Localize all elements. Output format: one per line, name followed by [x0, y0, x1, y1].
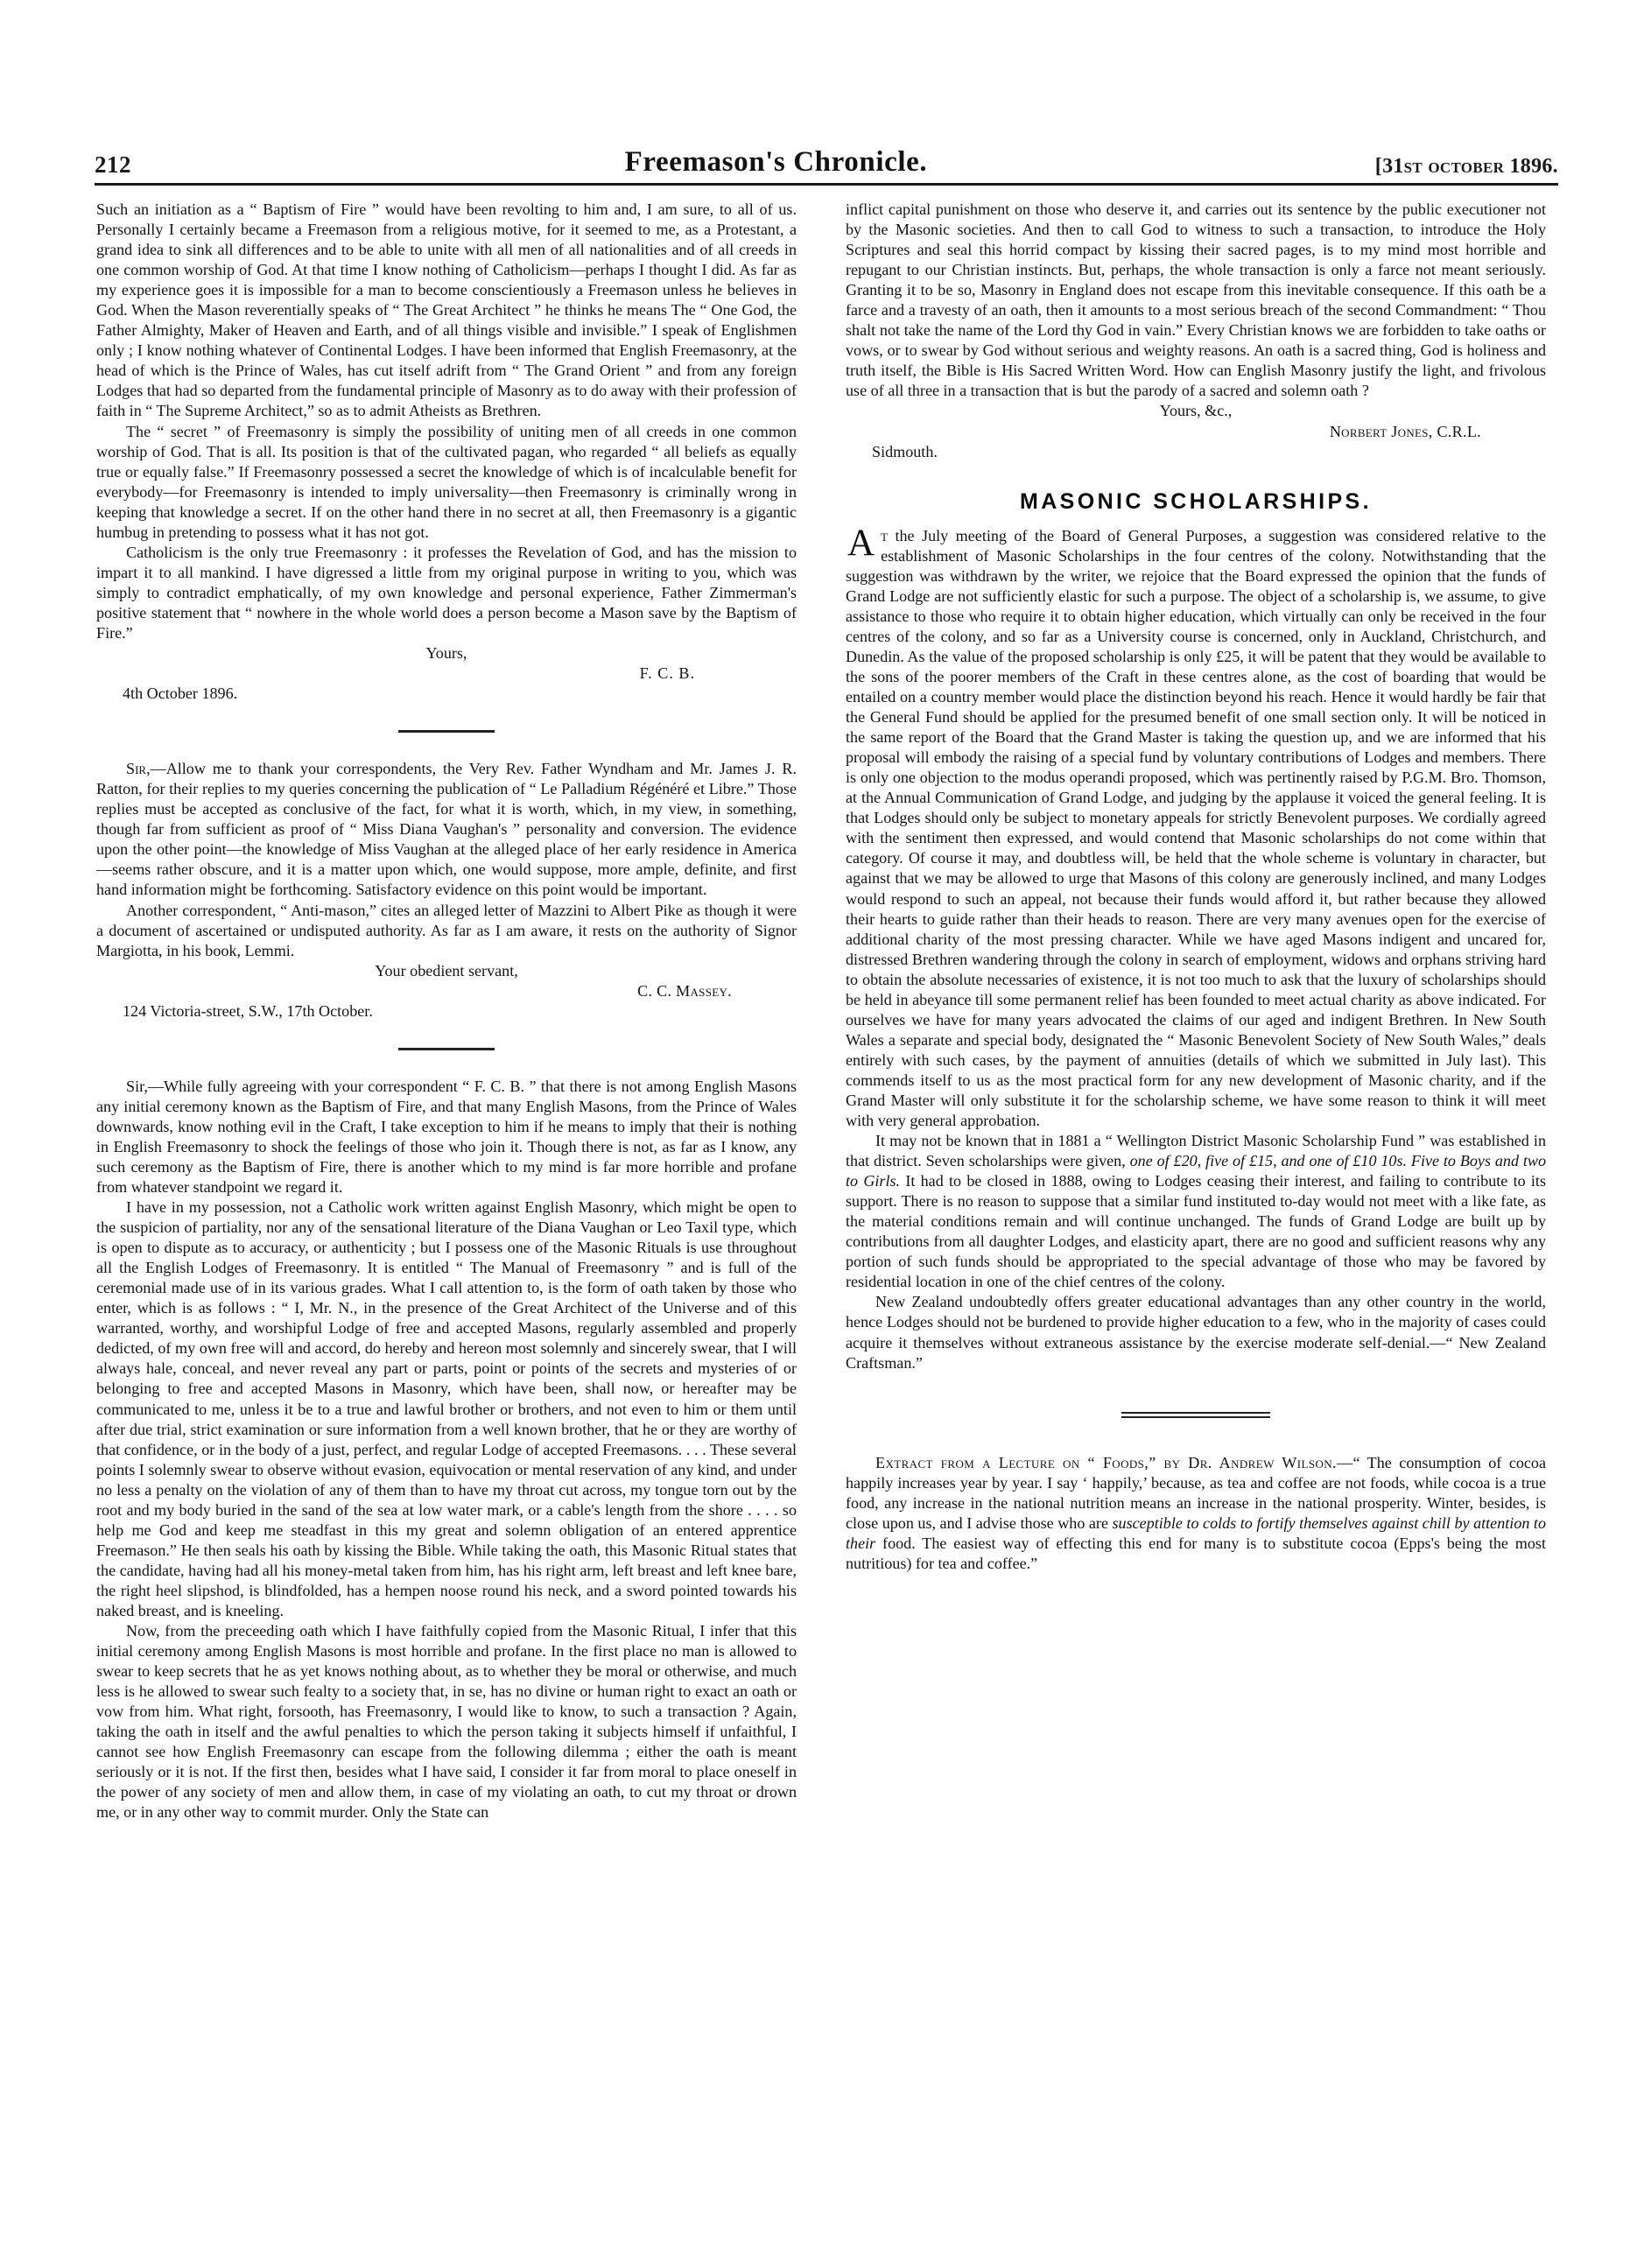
letter2-valediction: Your obedient servant,: [375, 961, 518, 980]
masthead: [95, 130, 1558, 179]
drop-cap-continuation: t: [881, 526, 896, 544]
letter1-paragraph: Catholicism is the only true Freemasonry : it professes the Revelation of God, and has the mission to impart it to all mankind. I have digressed a little from my original purpose in writing to you, which was simply to contradict emphatically, of my own knowledge and personal experience, Father Zimmerman's positive statement that “ nowhere in the whole world does a person become a Mason save by the Baptism of Fire.”: [96, 543, 797, 642]
letter2-salutation: Sir,: [126, 760, 151, 778]
divider-rule-top: [1121, 1412, 1270, 1414]
letter-continuation-place: Sidmouth.: [872, 442, 938, 460]
paragraph-lead: It may not be known that in 1881 a “ Wellington District Masonic Scholarship Fund ” was established in that district. Seven scholarships were given,: [846, 1132, 1546, 1170]
section-divider-double-rule: [1121, 1412, 1270, 1418]
article-heading: MASONIC SCHOLARSHIPS.: [1020, 488, 1372, 514]
letter2-address: 124 Victoria-street, S.W., 17th October.: [123, 1001, 373, 1020]
paragraph-tail: It had to be closed in 1888, owing to Lodges ceasing their interest, and failing to contribute to its support. There is no reason to suppose that a similar fund instituted to-day would not meet with a like fate, as the material conditions remain and will continue unchanged. The funds of Grand Lodge are built up by contributions from all daughter Lodges, and elasticity apart, there are no good and sufficient reasons why any portion of such funds should be appropriated to the special advantage of those who may be favored by residential location in one of the chief centres of the colony.: [846, 1172, 1546, 1291]
letter-divider-rule: [398, 1048, 495, 1050]
extract-body-italic: susceptible to colds to fortify themselves against chill by attention to their: [846, 1513, 1547, 1552]
letter2-paragraph: —Allow me to thank your correspondents, the Very Rev. Father Wyndham and Mr. James J. R. Ratton, for their replies to my queries concerning the publication of “ Le Palladium Régénéré et Libre.” Those replies must be accepted as conclusive of the fact, for what it is worth, which, in my view, in something, though far from sufficient as proof of “ Miss Diana Vaughan's ” personality and conversion. The evidence upon the other point—the knowledge of Miss Vaughan at the alleged place of her early residence in America—seems rather obscure, and it is a matter upon which, one would suppose, more ample, definite, and first hand information might be forthcoming. Satisfactory evidence on this point would be important.: [96, 760, 797, 899]
page-folio-number: 212: [95, 151, 131, 178]
letter3-paragraph: I have in my possession, not a Catholic work written against English Masonry, which might be open to the suspicion of partiality, nor any of the sensational literature of the Diana Vaughan or Leo Taxil type, which is open to dispute as to accuracy, or authenticity ; but I possess one of the Masonic Rituals is use throughout all the English Lodges of Freemasonry. It is entitled “ The Manual of Freemasonry ” and is full of the ceremonial made use of in its various grades. What I call attention to, is the form of oath taken by those who enter, which is as follows : “ I, Mr. N., in the presence of the Great Architect of the Universe and of this warranted, worthy, and worshipful Lodge of free and accepted Masons, regularly assembled and properly dedicted, of my own free will and accord, do hereby and hereon most solemnly and sincerely swear, that I will always hale, conceal, and never reveal any part or parts, point or points of the secrets and mysteries of or belonging to free and accepted Masons in Masonry, which have been, shall now, or hereafter may be communicated to me, unless it be to a true and lawful brother or brothers, and not even to him or them until after due trial, strict examination or sure information from a well known brother, that he or they are worthy of that confidence, or in the body of a just, perfect, and regular Lodge of accepted Freemasons. . . . These several points I solemnly swear to observe without evasion, equivocation or mental reservation of any kind, and under no less a penalty on the violation of any of them than to have my throat cut across, my tongue torn out by the root and my body buried in the sand of the sea at low water mark, or a cable's length from the shore . . . . so help me God and keep me steadfast in this my great and solemn obligation of an entered apprentice Freemason.” He then seals his oath by kissing the Bible. While taking the oath, this Masonic Ritual states that the candidate, having had all his money-metal taken from him, has his right arm, left breast and left knee bare, the right heel slipshod, is blindfolded, has a hempen noose round his neck, and a sword pointed towards his naked breast, and is kneeling.: [96, 1198, 797, 1619]
left-column: [96, 200, 797, 1823]
publication-title: Freemason's Chronicle.: [624, 146, 928, 178]
masthead-rule: [95, 183, 1558, 186]
letter-continuation-valediction: Yours, &c.,: [1159, 402, 1233, 420]
drop-cap-letter: A: [847, 522, 875, 564]
divider-rule-bottom: [1121, 1416, 1270, 1418]
letter3-paragraph: —While fully agreeing with your correspondent “ F. C. B. ” that there is not among English Masons any initial ceremony known as the Baptism of Fire, and that many English Masons, from the Prince of Wales downwards, know nothing evil in the Craft, I take exception to him if he means to imply that their is nothing in English Freemasonry to shock the feelings of those who join it. Though there is not, as far as I know, any such ceremony as the Baptism of Fire, there is another which to my mind is far more horrible and profane from whatever standpoint we regard it.: [96, 1077, 797, 1197]
letter1-signature: F. C. B.: [639, 664, 695, 683]
letter2-opening: [96, 759, 797, 900]
letter-continuation-paragraph: inflict capital punishment on those who deserve it, and carries out its sentence by the public executioner not by the Masonic societies. And then to call God to witness to such a transaction, to introduce the Holy Scriptures and seal this horrid compact by kissing their sacred pages, is to my mind most horrible and repugant to our Christian instincts. But, perhaps, the whole transaction is only a farce not meant seriously. Granting it to be so, Masonry in England does not escape from this inevitable consequence. If this oath be a farce and a travesty of an oath, then it amounts to a most serious breach of the second Commandment: “ Thou shalt not take the name of the Lord thy God in vain.” Every Christian knows we are forbidden to take oaths or vows, or to swear by God without serious and weighty reasons. An oath is a sacred thing, God is holiness and truth itself, the Bible is His Sacred Written Word. How can English Masonry justify the light, and frivolous use of all three in a transaction that is but the parody of a sacred and solemn oath ?: [846, 200, 1546, 400]
scholarship-amounts: one of £20, five of £15, and one of £10 10s. Five to Boys and two to Girls.: [846, 1152, 1546, 1190]
right-column: [846, 200, 1546, 1574]
letter1-paragraph: The “ secret ” of Freemasonry is simply the possibility of uniting men of all creeds in one common worship of God. That is all. Its position is that of the cultivated pagan, who regarded “ all beliefs as equally true or equally false.” If Freemasonry possessed a secret the knowledge of which is of incalculable benefit for everybody—for Freemasonry is intended to imply universality—then Freemasonry is criminally wrong in keeping that knowledge a secret. If on the other hand there in no secret at all, then Freemasonry is a gigantic humbug in pretending to possess what it has not got.: [96, 422, 797, 541]
issue-date: [31st october 1896.: [1374, 155, 1558, 178]
letter2-signature: C. C. Massey.: [637, 981, 732, 1000]
letter1-valediction: Yours,: [425, 644, 467, 663]
letter-divider-rule: [398, 730, 495, 733]
letter3-salutation: Sir,: [126, 1077, 148, 1095]
article-paragraph: the July meeting of the Board of General Purposes, a suggestion was considered relative to the establishment of Masonic Scholarships in the four centres of the colony. Notwithstanding that the suggestion was withdrawn by the writer, we rejoice that the Board expressed the opinion that the funds of Grand Lodge are not sufficiently elastic for such a purpose. The object of a scholarship is, we assume, to give assistance to those who require it to obtain higher education, which virtually can only be received in the four centres of the colony, and so far as a University course is concerned, only in Auckland, Christchurch, and Dunedin. As the value of the proposed scholarship is only £25, it will be patent that they would be available to the sons of the poorer members of the Craft in these centres alone, as the cost of boarding that would be entailed on a country member would place the distinction beyond his reach. Hence it would hardly be fair that the General Fund should be applied for the presumed benefit of one small section only. It will be noticed in the same report of the Board that the Grand Master is taking the question up, and we are informed that his proposal will embody the raising of a special fund by voluntary contributions of Lodges and members. There is only one objection to the modus operandi proposed, which was pertinently raised by P.G.M. Bro. Thomson, at the Annual Communication of Grand Lodge, and judging by the applause it voiced the general feeling. It is that Lodges should only be subject to monetary appeals for strictly Benevolent purposes. We cordially agreed with the sentiment then expressed, and would contend that Masonic scholarships do not come within that category. Of course it may, and doubtless will, be held that the whole scheme is voluntary in character, but against that we may be allowed to urge that Masons of this colony are generously inclined, and many Lodges would respond to such an appeal, not because their funds would afford it, but rather because they allowed their hearts to guide rather than their heads to reason. There are very many avenues open for the exercise of additional charity of the most pressing character. While we have aged Masons indigent and uncared for, distressed Brethren wandering through the colony in search of employment, widows and orphans striving hard to obtain the absolute necessaries of existence, it is not too much to ask that the luxury of scholarships should be held in abeyance till some permanent relief has been founded to meet actual charity as above indicated. For ourselves we have for many years advocated the claims of our aged and indigent Brethren. In New South Wales a separate and special body, designated the “ Masonic Benevolent Society of New South Wales,” deals entirely with such cases, by the payment of annuities (details of which we submitted in July last). This commends itself to us as the most practical form for any new development of Masonic charity, and if the Grand Master will only substitute it for the scholarship scheme, we have some reason to think it will meet with very general approbation.: [846, 526, 1546, 1130]
letter1-paragraph: Such an initiation as a “ Baptism of Fire ” would have been revolting to him and, I am sure, to all of us. Personally I certainly became a Freemason from a religious motive, for it seemed to me, as a Protestant, a grand idea to sink all differences and to be able to unite with all men of all nationalities and of all creeds in one common worship of God. At that time I know nothing of Catholicism—perhaps I thought I did. As far as my experience goes it is impossible for a man to become conscientiously a Freemason unless he believes in God. When the Mason reverentially speaks of “ The Great Architect ” he thinks he means The “ One God, the Father Almighty, Maker of Heaven and Earth, and of all things visible and invisible.” I speak of Englishmen only ; I know nothing whatever of Continental Lodges. I have been informed that English Freemasonry, at the head of which is the Prince of Wales, has cut itself adrift from “ The Grand Orient ” and from any foreign Lodges that had so departed from the fundamental principle of Masonry as to do away with their profession of faith in “ The Supreme Architect,” so as to admit Atheists as Brethren.: [96, 200, 797, 420]
letter2-paragraph: Another correspondent, “ Anti-mason,” cites an alleged letter of Mazzini to Albert Pike as though it were a document of ascertained or undisputed authority. As far as I am aware, it rests on the authority of Signor Margiotta, in his book, Lemmi.: [96, 901, 797, 959]
letter1-date: 4th October 1896.: [123, 685, 238, 703]
extract-block: [846, 1453, 1546, 1574]
article-first-paragraph: [846, 522, 1546, 1131]
extract-body-tail: food. The easiest way of effecting this end for many is to substitute cocoa (Epps's being the most nutritious) for tea and coffee.”: [846, 1534, 1546, 1572]
letter-continuation-signature: Norbert Jones, C.R.L.: [1329, 422, 1481, 440]
letter3-paragraph: Now, from the preceeding oath which I have faithfully copied from the Masonic Ritual, I infer that this initial ceremony among English Masons is most horrible and profane. In the first place no man is allowed to swear to keep secrets that he as yet knows nothing about, as to whether they be moral or otherwise, and much less is he allowed to swear such fealty to a society that, in se, has no divine or human right to exact an oath or vow from him. What right, forsooth, has Freemasonry, I would like to know, to such a transaction ? Again, taking the oath in itself and the awful penalties to which the person taking it subjects himself if unfaithful, I cannot see how English Freemasonry can escape from the following dilemma ; either the oath is meant seriously or it is not. If the first then, besides what I have said, I consider it far from moral to place oneself in the power of any society of men and allow them, in case of my violating an oath, to cut my throat or drown me, or in any other way to commit murder. Only the State can: [96, 1622, 797, 1822]
extract-body-lead: “ The consumption of cocoa happily increases year by year. I say ‘ happily,’ because, as tea and coffee are not foods, while cocoa is a true food, any increase in the national nutrition means an increase in the national prosperity. Winter, besides, is close upon us, and I advise those who are: [846, 1453, 1547, 1532]
letter3-opening: [96, 1077, 797, 1197]
extract-heading: Extract from a Lecture on “ Foods,” by Dr. Andrew Wilson.—: [875, 1453, 1353, 1471]
article-closing-paragraph: New Zealand undoubtedly offers greater educational advantages than any other country in the world, hence Lodges should not be burdened to provide higher education to a few, who in the majority of cases could acquire it themselves without extraneous assistance by the exercise moderate self-denial.—“ New Zealand Craftsman.”: [846, 1293, 1546, 1372]
article-paragraph-scholarship-fund: [846, 1131, 1546, 1292]
